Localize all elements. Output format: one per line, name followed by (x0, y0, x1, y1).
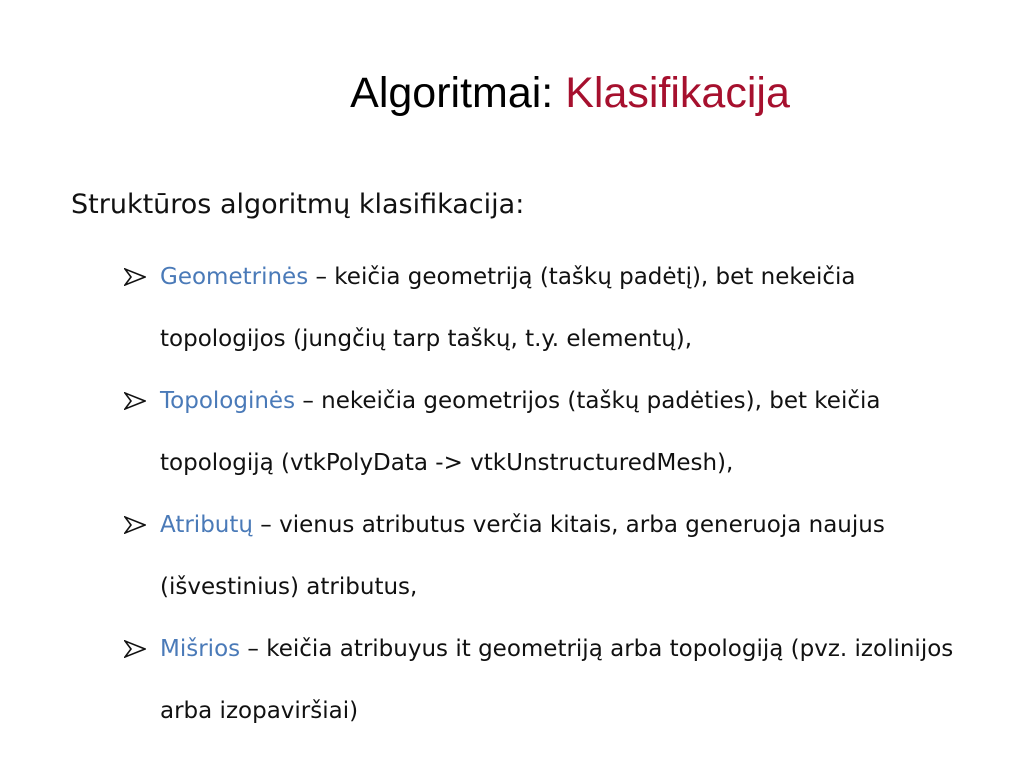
arrow-bullet-icon (124, 246, 152, 308)
bullet-item-topologines (124, 370, 984, 494)
bullet-term: Mišrios (160, 636, 241, 662)
arrow-bullet-icon (124, 370, 152, 432)
title-main: Algoritmai: (350, 69, 554, 117)
intro-text: Struktūros algoritmų klasifikacija: (71, 189, 525, 220)
bullet-term: Topologinės (160, 388, 296, 414)
bullet-text: – keičia geometriją (taškų padėtį), bet nekeičia topologijos (jungčių tarp taškų, t.y. elementų), (160, 264, 856, 352)
bullet-item-atributu (124, 494, 984, 618)
bullet-term: Geometrinės (160, 264, 309, 290)
bullet-text: – vienus atributus verčia kitais, arba generuoja naujus (išvestinius) atributus, (160, 512, 885, 600)
bullet-item-geometrines (124, 246, 984, 370)
title-accent: Klasifikacija (565, 69, 790, 117)
arrow-bullet-icon (124, 494, 152, 556)
bullet-term: Atributų (160, 512, 253, 538)
bullet-item-misrios (124, 618, 984, 742)
slide-title (0, 62, 1024, 124)
bullet-text: – nekeičia geometrijos (taškų padėties), bet keičia topologiją (vtkPolyData -> vtkUnstructuredMesh), (160, 388, 881, 476)
bullet-list (124, 246, 984, 742)
bullet-text: – keičia atribuyus it geometriją arba topologiją (pvz. izolinijos arba izopaviršiai) (160, 636, 954, 724)
arrow-bullet-icon (124, 618, 152, 680)
